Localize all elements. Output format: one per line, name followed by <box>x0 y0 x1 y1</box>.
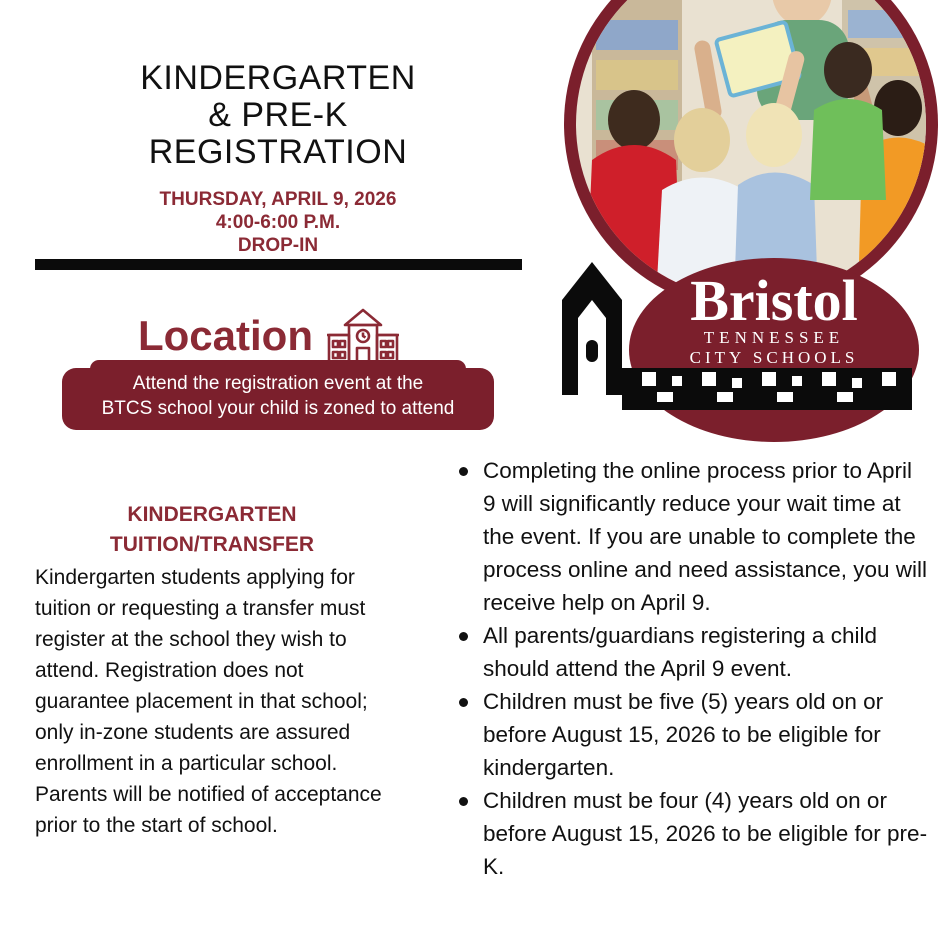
school-building-icon <box>325 307 401 365</box>
event-details <box>60 188 496 257</box>
classroom-photo-and-logo <box>552 0 940 444</box>
tuition-heading-line-2: TUITION/TRANSFER <box>109 533 315 556</box>
requirements-list <box>454 454 930 883</box>
tuition-heading <box>60 500 364 560</box>
list-item-text: All parents/guardians registering a child should attend the April 9 event. <box>483 623 877 681</box>
page-title <box>60 60 496 171</box>
list-item <box>454 619 930 685</box>
event-time: 4:00-6:00 P.M. <box>215 212 341 233</box>
tuition-heading-line-1: KINDERGARTEN <box>127 503 297 526</box>
list-item-text: Children must be five (5) years old on or before August 15, 2026 to be eligible for kindergarten. <box>483 689 884 780</box>
location-note-line-1: Attend the registration event at the <box>132 373 424 394</box>
bullet-icon <box>459 632 468 641</box>
list-item-text: Children must be four (4) years old on or before August 15, 2026 to be eligible for pre-K. <box>483 788 928 879</box>
bullet-icon <box>459 467 468 476</box>
title-line-1: KINDERGARTEN <box>140 59 416 97</box>
list-item <box>454 685 930 784</box>
title-line-3: REGISTRATION <box>148 133 408 171</box>
tuition-body: Kindergarten students applying for tuition or requesting a transfer must register at the school they wish to attend. Registration does not guarantee placement in that school; only in-zone students are assured enrollment in a particular school. Parents will be notified of acceptance prior to the start of school. <box>35 566 382 837</box>
location-label: Location <box>138 312 313 359</box>
list-item <box>454 784 930 883</box>
list-item-text: Completing the online process prior to April 9 will significantly reduce your wait time at the event. If you are unable to complete the process online and need assistance, you will receive help on April 9. <box>483 458 928 615</box>
bullet-icon <box>459 698 468 707</box>
title-line-2: & PRE-K <box>208 96 348 134</box>
logo-name: Bristol <box>690 268 858 333</box>
event-format: DROP-IN <box>237 235 319 256</box>
logo-district: CITY SCHOOLS <box>689 348 859 367</box>
bullet-icon <box>459 797 468 806</box>
location-note-line-2: BTCS school your child is zoned to attend <box>101 398 455 419</box>
logo-state: TENNESSEE <box>703 328 845 347</box>
location-note <box>62 371 494 421</box>
divider-rule <box>35 259 522 270</box>
location-heading <box>138 306 401 366</box>
event-date: THURSDAY, APRIL 9, 2026 <box>159 189 397 210</box>
list-item <box>454 454 930 619</box>
